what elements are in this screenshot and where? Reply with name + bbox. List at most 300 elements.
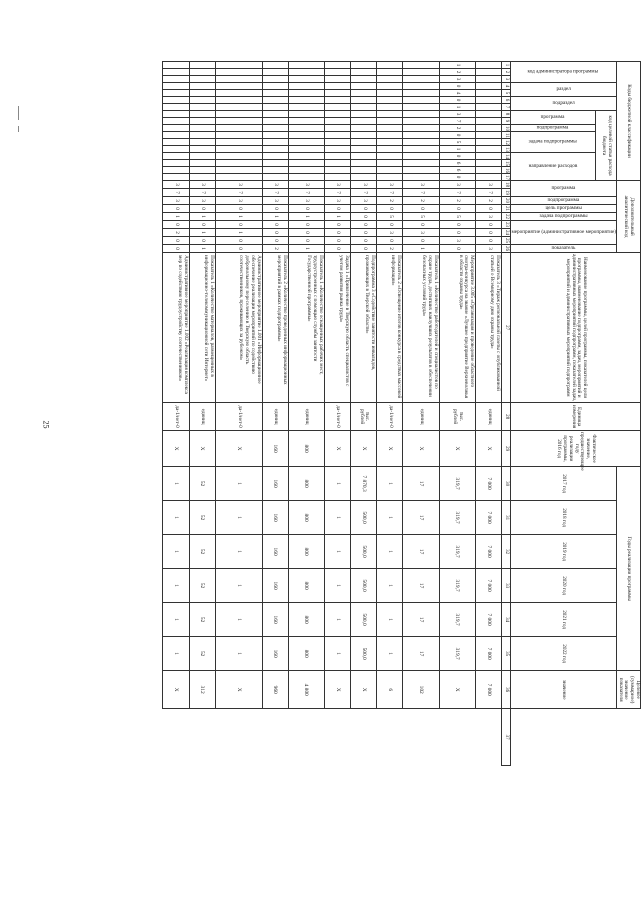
- budget-code-cell: 0: [439, 174, 475, 181]
- item-name-cell: Показатель 1 «Количество оснащенных рабочих мест, трудоустроенных с помощью службы занятости Государственной программы»: [288, 253, 324, 403]
- budget-code-cell: [215, 139, 262, 146]
- budget-code-cell: [351, 97, 377, 104]
- budget-code-cell: 6: [439, 160, 475, 167]
- base-value-cell: 160: [262, 431, 288, 467]
- year-value-cell: 1: [215, 501, 262, 535]
- analytic-code-cell: 3: [476, 245, 502, 253]
- budget-code-cell: [325, 90, 351, 97]
- analytic-code-cell: 1: [215, 213, 262, 221]
- financial-header: Фактическое значение, предшествующее году реализации программы, 2016 год: [511, 431, 641, 467]
- analytic-code-cell: 0: [351, 245, 377, 253]
- year-value-cell: 500,0: [351, 637, 377, 671]
- budget-code-cell: [215, 125, 262, 132]
- analytic-code-cell: 0: [215, 245, 262, 253]
- column-number: 29: [502, 431, 511, 467]
- analytic-code-cell: 7: [377, 189, 403, 197]
- budget-code-cell: [325, 69, 351, 76]
- budget-code-cell: [262, 160, 288, 167]
- budget-code-cell: [262, 153, 288, 160]
- unit-cell: единиц: [288, 403, 324, 431]
- budget-code-cell: [476, 139, 502, 146]
- budget-code-cell: 0: [439, 83, 475, 90]
- target-value-cell: 960: [262, 671, 288, 709]
- analytic-code-cell: 2: [262, 245, 288, 253]
- year-value-cell: 7 000: [476, 569, 502, 603]
- budget-code-cell: [325, 83, 351, 90]
- budget-code-cell: [215, 111, 262, 118]
- year-value-cell: 17: [403, 535, 439, 569]
- unit-cell: единиц: [262, 403, 288, 431]
- analytic-code-cell: 0: [403, 221, 439, 229]
- rotated-table-sheet: [173, 61, 641, 766]
- budget-code-cell: [189, 153, 215, 160]
- column-number: 10: [502, 125, 511, 132]
- year-value-cell: 800: [288, 603, 324, 637]
- budget-code-cell: [215, 104, 262, 111]
- task-code-header: задача подпрограммы: [511, 132, 595, 153]
- budget-code-cell: [377, 90, 403, 97]
- year-value-cell: 7 000: [476, 535, 502, 569]
- budget-code-cell: [262, 146, 288, 153]
- year-value-cell: 17: [403, 501, 439, 535]
- table-row: [288, 62, 324, 766]
- budget-code-cell: [325, 118, 351, 125]
- budget-code-cell: [262, 90, 288, 97]
- budget-code-cell: [403, 167, 439, 174]
- column-number: 8: [502, 111, 511, 118]
- chief-admin-header: код администратора программы: [511, 62, 617, 83]
- budget-code-cell: 0: [439, 132, 475, 139]
- budget-code-cell: [351, 62, 377, 69]
- budget-code-cell: [377, 76, 403, 83]
- analytic-code-cell: 3: [288, 197, 324, 205]
- budget-code-cell: [476, 125, 502, 132]
- analytic-code-cell: 0: [189, 205, 215, 213]
- year-value-cell: 7 000: [476, 467, 502, 501]
- budget-code-cell: [377, 146, 403, 153]
- budget-code-cell: [189, 97, 215, 104]
- year-value-cell: 1: [163, 603, 189, 637]
- analytic-code-cell: 0: [351, 237, 377, 245]
- budget-code-cell: [351, 104, 377, 111]
- budget-code-cell: [403, 76, 439, 83]
- budget-code-cell: [215, 90, 262, 97]
- codes-group-header: Коды бюджетной классификации: [616, 62, 640, 181]
- budget-code-cell: [351, 160, 377, 167]
- budget-code-cell: [403, 139, 439, 146]
- analytic-code-cell: 0: [325, 221, 351, 229]
- analytic-code-cell: 3: [439, 181, 475, 189]
- year-value-cell: 52: [189, 535, 215, 569]
- column-number: 16: [502, 167, 511, 174]
- budget-code-cell: [288, 125, 324, 132]
- column-number: 20: [502, 197, 511, 205]
- budget-code-cell: [189, 90, 215, 97]
- unit-cell: да-1/нет-0: [325, 403, 351, 431]
- year-value-cell: 500,0: [351, 501, 377, 535]
- target-value-cell: X: [351, 671, 377, 709]
- budget-code-cell: [325, 132, 351, 139]
- analytic-code-cell: 0: [351, 221, 377, 229]
- year-value-cell: 160: [262, 603, 288, 637]
- budget-code-cell: [189, 167, 215, 174]
- analytic-code-cell: 0: [163, 245, 189, 253]
- budget-code-cell: [163, 111, 189, 118]
- analytic-code-cell: 2: [163, 229, 189, 237]
- analytic-code-cell: 7: [215, 189, 262, 197]
- column-number: 13: [502, 146, 511, 153]
- budget-code-cell: [215, 160, 262, 167]
- budget-code-cell: [262, 97, 288, 104]
- analytic-code-cell: 7: [288, 189, 324, 197]
- analytic-code-cell: 2: [439, 197, 475, 205]
- budget-code-cell: [262, 83, 288, 90]
- budget-code-cell: [288, 146, 324, 153]
- budget-code-cell: [288, 104, 324, 111]
- budget-code-cell: [351, 90, 377, 97]
- target-value-cell: 102: [403, 671, 439, 709]
- analytic-code-cell: 7: [476, 189, 502, 197]
- column-numbers-row: [502, 62, 511, 766]
- column-number: 34: [502, 603, 511, 637]
- column-number: 2: [502, 69, 511, 76]
- budget-code-cell: [325, 104, 351, 111]
- column-number: 30: [502, 467, 511, 501]
- analytic-code-cell: 7: [351, 189, 377, 197]
- base-value-cell: X: [163, 431, 189, 467]
- analytic-code-cell: 0: [439, 221, 475, 229]
- budget-code-cell: [351, 174, 377, 181]
- year-value-cell: 319,7: [439, 501, 475, 535]
- year-value-cell: 500,0: [351, 603, 377, 637]
- budget-code-cell: [325, 160, 351, 167]
- budget-code-cell: [262, 69, 288, 76]
- column-number: 35: [502, 637, 511, 671]
- table-row: [439, 62, 475, 766]
- analytic-code-cell: 3: [262, 181, 288, 189]
- analytic-code-cell: 1: [189, 213, 215, 221]
- target-value-cell: 4 800: [288, 671, 324, 709]
- analytic-code-cell: 3: [403, 229, 439, 237]
- budget-code-cell: 2: [439, 125, 475, 132]
- base-value-cell: X: [476, 431, 502, 467]
- column-number: 32: [502, 535, 511, 569]
- unit-cell: да-1/нет-0: [377, 403, 403, 431]
- analytic-code-cell: 2: [377, 197, 403, 205]
- budget-code-cell: [215, 62, 262, 69]
- column-number: 36: [502, 671, 511, 709]
- budget-code-cell: [476, 174, 502, 181]
- analytic-code-cell: 0: [325, 205, 351, 213]
- budget-code-cell: [403, 118, 439, 125]
- budget-code-cell: [215, 132, 262, 139]
- budget-code-cell: [476, 153, 502, 160]
- budget-code-cell: [377, 104, 403, 111]
- column-number: 31: [502, 501, 511, 535]
- analytic-code-cell: 1: [262, 213, 288, 221]
- budget-code-cell: [189, 125, 215, 132]
- budget-code-cell: [403, 90, 439, 97]
- analytic-code-cell: 3: [325, 181, 351, 189]
- name-header: Наименование программы, целей программы, показателей цели программы, наименование подпрограмм, задач, мероприятий и административных мероприятий подпрограмм, показателей задач, мероприятий и административных мероприятий подпрограмм: [511, 253, 641, 403]
- budget-code-cell: [476, 69, 502, 76]
- budget-code-cell: [403, 104, 439, 111]
- budget-code-cell: [163, 69, 189, 76]
- subsection-header: подраздел: [511, 97, 617, 111]
- year-value-cell: 52: [189, 603, 215, 637]
- column-number: 21: [502, 205, 511, 213]
- budget-code-cell: [288, 83, 324, 90]
- budget-code-cell: [215, 118, 262, 125]
- budget-code-cell: [215, 167, 262, 174]
- year-value-cell: 1: [377, 603, 403, 637]
- budget-code-cell: [189, 111, 215, 118]
- item-name-cell: Показатель 1 «Количество работодателей и специалистов по охране труда, достигших наилучших результатов в обеспечении безопасных условий труда»: [403, 253, 439, 403]
- budget-code-cell: [476, 62, 502, 69]
- year-2022-header: 2022 год: [511, 637, 617, 671]
- year-value-cell: 1: [325, 535, 351, 569]
- item-name-cell: Показатель 3 «Тираж региональной газеты с опубликованной статьей о Всемирному дню охраны труда»: [476, 253, 502, 403]
- budget-code-cell: [163, 97, 189, 104]
- year-value-cell: 1: [325, 603, 351, 637]
- budget-code-cell: [377, 125, 403, 132]
- column-number: 24: [502, 229, 511, 237]
- budget-code-cell: [189, 132, 215, 139]
- additional-code-header: Дополнительный аналитический код: [616, 181, 640, 253]
- year-value-cell: 319,7: [439, 637, 475, 671]
- year-value-cell: 800: [288, 535, 324, 569]
- column-number: 4: [502, 83, 511, 90]
- year-value-cell: 17: [403, 569, 439, 603]
- analytic-code-cell: 0: [439, 245, 475, 253]
- budget-code-cell: [325, 76, 351, 83]
- year-value-cell: 1: [325, 637, 351, 671]
- margin-mark: [18, 126, 19, 132]
- analytic-indicator-header: показатель: [511, 245, 617, 253]
- analytic-code-cell: 0: [439, 205, 475, 213]
- budget-code-cell: [288, 139, 324, 146]
- year-value-cell: 160: [262, 501, 288, 535]
- analytic-code-cell: 0: [189, 221, 215, 229]
- target-value-cell: X: [439, 671, 475, 709]
- year-value-cell: 800: [288, 569, 324, 603]
- analytic-code-cell: 0: [262, 205, 288, 213]
- analytic-code-cell: 7: [439, 189, 475, 197]
- column-number: 9: [502, 118, 511, 125]
- page-number: 25: [41, 420, 51, 429]
- budget-code-cell: [325, 97, 351, 104]
- budget-code-cell: [377, 62, 403, 69]
- budget-code-cell: 1: [439, 146, 475, 153]
- year-value-cell: 52: [189, 501, 215, 535]
- table-row: [325, 62, 351, 766]
- year-value-cell: 17: [403, 603, 439, 637]
- analytic-code-cell: 5: [377, 213, 403, 221]
- analytic-code-cell: 3: [439, 237, 475, 245]
- column-number: 14: [502, 153, 511, 160]
- analytic-code-cell: 0: [476, 237, 502, 245]
- analytic-code-cell: 3: [476, 181, 502, 189]
- budget-code-cell: [377, 153, 403, 160]
- analytic-code-cell: 1: [189, 229, 215, 237]
- item-name-cell: Административное мероприятие 1.002 «Реализация комплекса мер по содействию трудоустройству соотечественников»: [163, 253, 189, 403]
- budget-code-cell: [262, 125, 288, 132]
- program-code-header: программа: [511, 111, 595, 125]
- budget-code-cell: [325, 139, 351, 146]
- budget-code-cell: [288, 174, 324, 181]
- budget-code-cell: [163, 104, 189, 111]
- budget-code-cell: [351, 125, 377, 132]
- budget-code-cell: [189, 174, 215, 181]
- budget-code-cell: [377, 69, 403, 76]
- column-number: 11: [502, 132, 511, 139]
- table-row: [476, 62, 502, 766]
- analytic-code-cell: 3: [351, 197, 377, 205]
- unit-header: Единица измерения: [511, 403, 641, 431]
- budget-code-cell: [351, 139, 377, 146]
- analytic-code-cell: 3: [215, 181, 262, 189]
- column-number: 22: [502, 213, 511, 221]
- budget-code-cell: 6: [439, 167, 475, 174]
- base-value-cell: X: [215, 431, 262, 467]
- analytic-code-cell: 2: [476, 197, 502, 205]
- budget-code-cell: [351, 167, 377, 174]
- analytic-code-cell: 1: [215, 229, 262, 237]
- item-name-cell: Показатель 2 «Количество проведенных информационных мероприятий в рамках подпрограммы»: [262, 253, 288, 403]
- unit-cell: единиц: [476, 403, 502, 431]
- column-number: 6: [502, 97, 511, 104]
- budget-code-cell: [215, 76, 262, 83]
- budget-code-cell: [403, 62, 439, 69]
- analytic-code-cell: 7: [325, 189, 351, 197]
- budget-code-cell: [288, 69, 324, 76]
- year-2021-header: 2021 год: [511, 603, 617, 637]
- column-number: 23: [502, 221, 511, 229]
- budget-code-cell: [189, 83, 215, 90]
- analytic-program-header: программа: [511, 181, 617, 197]
- analytic-code-cell: 3: [377, 229, 403, 237]
- analytic-code-cell: 0: [325, 237, 351, 245]
- budget-code-cell: 0: [439, 153, 475, 160]
- column-number: 7: [502, 104, 511, 111]
- target-value-header: значение: [511, 671, 617, 709]
- budget-code-cell: [288, 167, 324, 174]
- direction-code-header: направление расходов: [511, 153, 595, 181]
- analytic-code-cell: 0: [351, 205, 377, 213]
- budget-code-cell: 3: [439, 111, 475, 118]
- target-value-cell: 312: [189, 671, 215, 709]
- unit-cell: единиц: [189, 403, 215, 431]
- column-number: 19: [502, 189, 511, 197]
- column-number: 1: [502, 62, 511, 69]
- budget-code-cell: [288, 76, 324, 83]
- analytic-code-cell: 3: [377, 181, 403, 189]
- budget-code-cell: [163, 132, 189, 139]
- analytic-code-cell: 3: [163, 181, 189, 189]
- budget-code-cell: 1: [439, 104, 475, 111]
- year-value-cell: 1: [163, 467, 189, 501]
- base-value-cell: X: [439, 431, 475, 467]
- budget-code-cell: [403, 153, 439, 160]
- budget-code-cell: [476, 97, 502, 104]
- budget-code-cell: 4: [439, 90, 475, 97]
- year-value-cell: 800: [288, 637, 324, 671]
- target-value-cell: X: [163, 671, 189, 709]
- analytic-code-cell: 3: [215, 197, 262, 205]
- year-value-cell: 1: [377, 501, 403, 535]
- budget-code-cell: [288, 111, 324, 118]
- analytic-code-cell: 1: [288, 213, 324, 221]
- unit-cell: тыс. рублей: [439, 403, 475, 431]
- budget-code-cell: [377, 139, 403, 146]
- column-number: 28: [502, 403, 511, 431]
- analytic-code-cell: 0: [377, 237, 403, 245]
- column-number: 26: [502, 245, 511, 253]
- budget-code-cell: [476, 160, 502, 167]
- year-value-cell: 52: [189, 569, 215, 603]
- budget-code-cell: 5: [439, 139, 475, 146]
- analytic-code-cell: 0: [288, 221, 324, 229]
- analytic-code-cell: 7: [403, 189, 439, 197]
- year-value-cell: 1: [215, 603, 262, 637]
- item-name-cell: Задача 1 «Привлечение в Тверскую область специалистов с учетом развития рынка труда»: [325, 253, 351, 403]
- analytic-code-cell: 1: [189, 245, 215, 253]
- budget-code-cell: [189, 76, 215, 83]
- analytic-code-cell: 3: [189, 197, 215, 205]
- budget-code-cell: [325, 174, 351, 181]
- budget-code-cell: [377, 174, 403, 181]
- budget-code-cell: [325, 111, 351, 118]
- analytic-goal-header: цель программы: [511, 205, 617, 213]
- analytic-code-cell: 5: [439, 213, 475, 221]
- analytic-code-cell: 0: [351, 229, 377, 237]
- column-number: 25: [502, 237, 511, 245]
- analytic-code-cell: 3: [189, 181, 215, 189]
- years-group-header: Годы реализации программы: [616, 467, 640, 671]
- budget-code-cell: [476, 167, 502, 174]
- year-value-cell: 17: [403, 637, 439, 671]
- analytic-code-cell: 0: [288, 205, 324, 213]
- base-value-cell: 800: [288, 431, 324, 467]
- budget-code-cell: [215, 146, 262, 153]
- budget-code-cell: [403, 125, 439, 132]
- analytic-code-cell: 1: [403, 245, 439, 253]
- target-value-cell: 7 000: [476, 671, 502, 709]
- year-value-cell: 800: [288, 467, 324, 501]
- budget-code-cell: [262, 76, 288, 83]
- analytic-code-cell: 1: [325, 213, 351, 221]
- year-value-cell: 1: [215, 637, 262, 671]
- analytic-code-cell: 1: [163, 213, 189, 221]
- analytic-task-header: задача подпрограммы: [511, 213, 617, 221]
- column-number: 12: [502, 139, 511, 146]
- budget-code-cell: [189, 139, 215, 146]
- budget-code-cell: [351, 76, 377, 83]
- year-value-cell: 7 000: [476, 637, 502, 671]
- year-value-cell: 1: [163, 637, 189, 671]
- year-2019-header: 2019 год: [511, 535, 617, 569]
- budget-code-cell: [288, 90, 324, 97]
- budget-code-cell: [351, 118, 377, 125]
- year-value-cell: 160: [262, 467, 288, 501]
- item-name-cell: Мероприятие 3.005 «Организация и проведение областного смотра-конкурса на звание «Лучшее предприятие Верхневолжья в области охраны труда»: [439, 253, 475, 403]
- table-row: [189, 62, 215, 766]
- budget-code-cell: [377, 132, 403, 139]
- budget-code-cell: [262, 118, 288, 125]
- analytic-code-cell: 0: [288, 229, 324, 237]
- column-number: 3: [502, 76, 511, 83]
- budget-code-cell: [262, 104, 288, 111]
